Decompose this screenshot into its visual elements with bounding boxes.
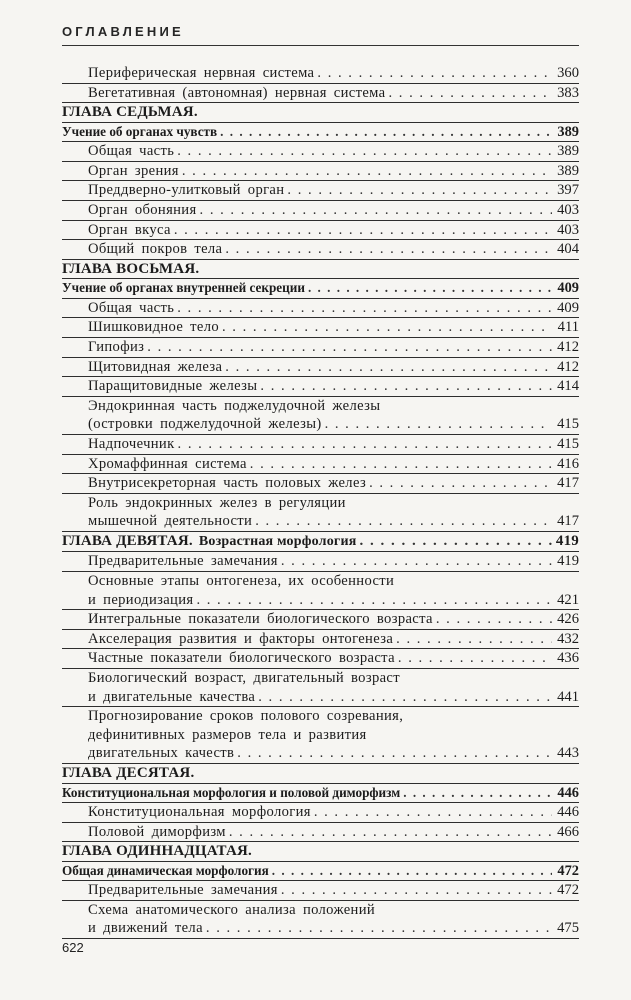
- entry-text: Прогнозирование сроков полового созревания,: [88, 708, 404, 725]
- entry-text: Основные этапы онтогенеза, их особенности: [88, 573, 395, 590]
- entry-text: Внутрисекреторная часть половых желез: [88, 475, 367, 492]
- entry-text: Половой диморфизм: [88, 823, 226, 840]
- toc-entry: [62, 84, 579, 104]
- toc-entry-line: [62, 669, 579, 688]
- dot-leader: [308, 279, 552, 297]
- page-ref: 472: [557, 862, 579, 879]
- entry-text: Общий покров тела: [88, 241, 223, 258]
- entry-text: Акселерация развития и факторы онтогенеза: [88, 630, 394, 647]
- entry-text: Общая часть: [88, 143, 175, 160]
- dot-leader: [317, 64, 552, 83]
- page-ref: 419: [557, 553, 579, 570]
- chapter-subtitle: Возрастная морфология: [198, 533, 357, 549]
- page-ref: 417: [557, 513, 579, 530]
- page-ref: 389: [557, 143, 579, 160]
- toc-entry: [62, 142, 579, 162]
- dot-leader: [398, 649, 552, 668]
- dot-leader: [255, 512, 552, 531]
- toc-entry: [62, 318, 579, 338]
- dot-leader: [260, 377, 552, 396]
- page-ref: 436: [557, 650, 579, 667]
- page-ref: 409: [557, 280, 579, 297]
- entry-text: Гипофиз: [88, 338, 145, 355]
- page-ref: 383: [557, 84, 579, 101]
- page-ref: 403: [557, 221, 579, 238]
- page-ref: 404: [557, 241, 579, 258]
- dot-leader: [182, 162, 552, 181]
- toc-entry: [62, 377, 579, 397]
- page-ref: 389: [557, 162, 579, 179]
- toc-entry-line: [62, 707, 579, 726]
- entry-text: Частные показатели биологического возраста: [88, 650, 395, 667]
- entry-text: Предварительные замечания: [88, 882, 278, 899]
- toc-entry: [62, 744, 579, 764]
- entry-text: Предварительные замечания: [88, 553, 278, 570]
- dot-leader: [281, 552, 552, 571]
- dot-leader: [287, 181, 552, 200]
- entry-text: Периферическая нервная система: [88, 65, 315, 81]
- entry-text: дефинитивных размеров тела и развития: [88, 726, 367, 743]
- page-ref: 417: [557, 475, 579, 492]
- page-ref: 403: [557, 201, 579, 218]
- dot-leader: [258, 688, 552, 707]
- toc-entry-line: [62, 397, 579, 416]
- running-header: ОГЛАВЛЕНИЕ: [62, 24, 184, 39]
- toc-entry: [62, 299, 579, 319]
- toc-entry: [62, 415, 579, 435]
- toc-entry: [62, 221, 579, 241]
- page-ref: 466: [557, 823, 579, 840]
- dot-leader: [147, 338, 552, 357]
- dot-leader: [250, 455, 552, 474]
- toc-entry-line: [62, 726, 579, 745]
- entry-text: и движений тела: [88, 920, 203, 937]
- dot-leader: [436, 610, 552, 629]
- toc-entry: [62, 591, 579, 611]
- dot-leader: [177, 299, 552, 318]
- toc-entry: [62, 552, 579, 572]
- entry-text: Орган обоняния: [88, 201, 197, 218]
- dot-leader: [225, 240, 552, 259]
- toc-entry: [62, 338, 579, 358]
- page-ref: 415: [557, 435, 579, 452]
- toc-entry: [62, 201, 579, 221]
- section-title: Учение об органах внутренней секреции: [62, 280, 305, 296]
- toc-entry: [62, 512, 579, 532]
- entry-text: Хромаффинная система: [88, 455, 247, 472]
- chapter-heading: [62, 842, 579, 862]
- page-ref: 472: [557, 882, 579, 899]
- dot-leader: [229, 823, 552, 842]
- page-ref: 360: [557, 65, 579, 81]
- page-ref: 389: [557, 123, 579, 140]
- page-ref: 416: [557, 455, 579, 472]
- toc-entry: [62, 881, 579, 901]
- dot-leader: [237, 744, 552, 763]
- page-ref: 412: [557, 358, 579, 375]
- entry-text: Общая часть: [88, 299, 175, 316]
- toc-entry: [62, 435, 579, 455]
- dot-leader: [200, 201, 552, 220]
- toc-entry: [62, 823, 579, 843]
- entry-text: Паращитовидные железы: [88, 378, 258, 395]
- chapter-title: ГЛАВА ОДИННАДЦАТАЯ.: [62, 843, 252, 860]
- page-number: 622: [62, 940, 84, 955]
- section-entry: [62, 862, 579, 881]
- entry-text: Надпочечник: [88, 435, 175, 452]
- toc-entry: [62, 630, 579, 650]
- dot-leader: [314, 803, 552, 822]
- toc-entry: [62, 181, 579, 201]
- entry-text: Интегральные показатели биологического возраста: [88, 611, 433, 628]
- toc-entry: [62, 474, 579, 494]
- dot-leader: [360, 532, 552, 551]
- page-ref: 412: [557, 338, 579, 355]
- dot-leader: [281, 881, 552, 900]
- dot-leader: [272, 862, 552, 880]
- chapter-heading: [62, 103, 579, 123]
- section-title: Учение об органах чувств: [62, 123, 218, 139]
- toc-entry: [62, 610, 579, 630]
- chapter-heading: [62, 260, 579, 280]
- entry-text: Щитовидная железа: [88, 358, 223, 375]
- chapter-heading: [62, 532, 579, 553]
- dot-leader: [225, 358, 552, 377]
- page-ref: 421: [557, 591, 579, 608]
- page-ref: 414: [557, 378, 579, 395]
- page-ref: 426: [557, 611, 579, 628]
- table-of-contents: [62, 64, 579, 939]
- page-ref: 411: [557, 319, 579, 336]
- dot-leader: [178, 435, 552, 454]
- dot-leader: [196, 591, 552, 610]
- entry-text: Шишковидное тело: [88, 319, 219, 336]
- entry-text: Схема анатомического анализа положений: [88, 901, 376, 918]
- entry-text: Орган вкуса: [88, 221, 171, 238]
- toc-entry: [62, 455, 579, 475]
- page-ref: 415: [557, 416, 579, 433]
- chapter-heading: [62, 764, 579, 784]
- toc-entry-line: [62, 494, 579, 513]
- chapter-title: ГЛАВА ВОСЬМАЯ.: [62, 260, 200, 277]
- entry-text: мышечной деятельности: [88, 513, 253, 530]
- section-entry: [62, 784, 579, 803]
- dot-leader: [325, 415, 552, 434]
- entry-text: (островки поджелудочной железы): [88, 416, 322, 433]
- dot-leader: [403, 784, 552, 802]
- page-ref: 397: [557, 182, 579, 199]
- entry-text: Преддверно-улитковый орган: [88, 182, 285, 199]
- page-ref: 419: [555, 532, 579, 549]
- toc-entry: [62, 688, 579, 708]
- toc-entry: [62, 649, 579, 669]
- dot-leader: [206, 919, 552, 938]
- page-ref: 441: [557, 688, 579, 705]
- toc-entry-line: [62, 901, 579, 920]
- dot-leader: [396, 630, 552, 649]
- dot-leader: [174, 221, 552, 240]
- dot-leader: [220, 123, 552, 141]
- chapter-title: ГЛАВА ДЕСЯТАЯ.: [62, 765, 195, 781]
- toc-entry: [62, 240, 579, 260]
- entry-text: Конституциональная морфология: [88, 804, 311, 820]
- entry-text: Вегетативная (автономная) нервная система: [88, 84, 386, 101]
- header-rule: [62, 45, 579, 46]
- page-ref: 446: [557, 784, 579, 801]
- toc-entry-line: [62, 572, 579, 591]
- page-ref: 409: [557, 299, 579, 316]
- toc-entry: [62, 803, 579, 823]
- page-ref: 443: [557, 745, 579, 762]
- section-title: Общая динамическая морфология: [62, 862, 269, 878]
- entry-text: двигательных качеств: [88, 745, 235, 762]
- toc-entry: [62, 162, 579, 182]
- entry-text: Роль эндокринных желез в регуляции: [88, 494, 346, 511]
- toc-entry: [62, 358, 579, 378]
- dot-leader: [389, 84, 553, 103]
- page-ref: 475: [557, 920, 579, 937]
- section-entry: [62, 123, 579, 142]
- entry-text: Орган зрения: [88, 162, 179, 179]
- toc-entry: [62, 919, 579, 939]
- entry-text: и периодизация: [88, 591, 194, 608]
- dot-leader: [177, 142, 552, 161]
- chapter-title: ГЛАВА СЕДЬМАЯ.: [62, 104, 198, 121]
- entry-text: Биологический возраст, двигательный возраст: [88, 670, 400, 687]
- chapter-title: ГЛАВА ДЕВЯТАЯ.: [62, 532, 193, 549]
- toc-entry: [62, 64, 579, 84]
- section-title: Конституциональная морфология и половой диморфизм: [62, 784, 401, 800]
- dot-leader: [222, 318, 552, 337]
- entry-text: Эндокринная часть поджелудочной железы: [88, 397, 381, 414]
- dot-leader: [369, 474, 552, 493]
- page-ref: 432: [557, 630, 579, 647]
- page-ref: 446: [557, 804, 579, 820]
- section-entry: [62, 279, 579, 298]
- entry-text: и двигательные качества: [88, 688, 256, 705]
